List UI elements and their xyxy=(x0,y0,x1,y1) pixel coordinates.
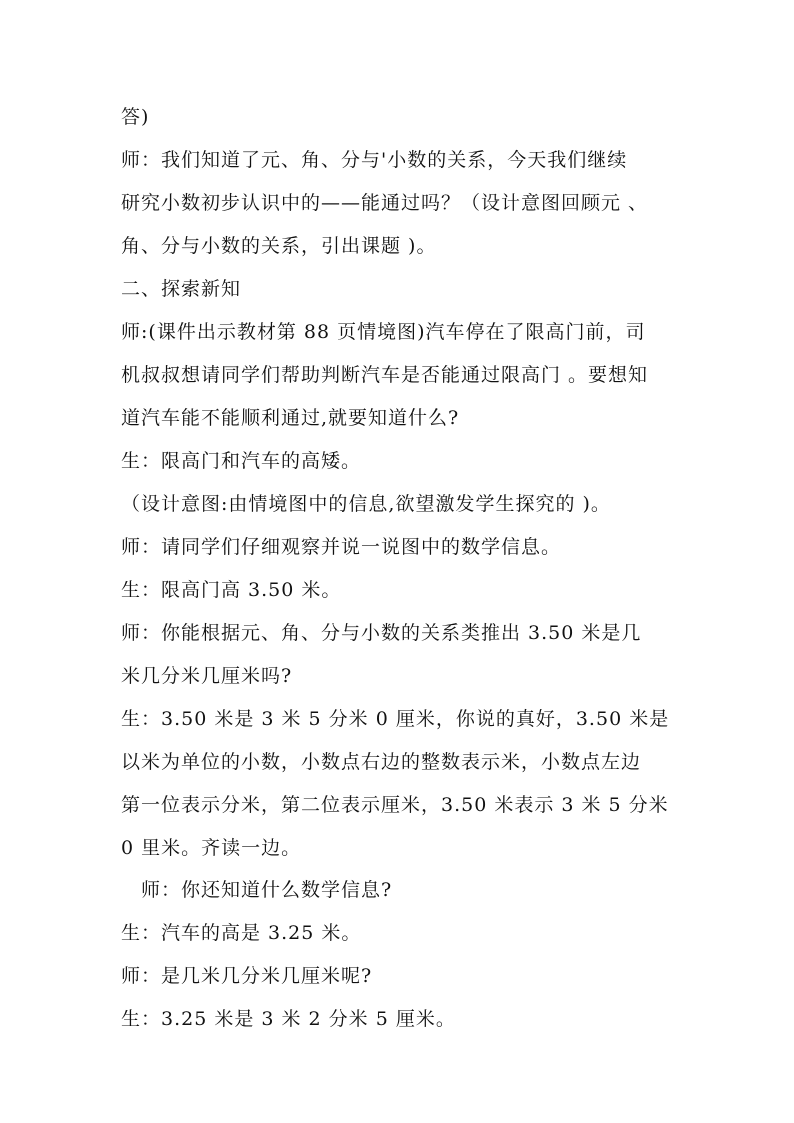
text-line-13: 师：你能根据元、角、分与小数的关系类推出 3.50 米是几 xyxy=(121,622,642,644)
text-line-9: 生：限高门和汽车的高矮。 xyxy=(121,450,362,472)
text-line-7: 机叔叔想请同学们帮助判断汽车是否能通过限高门 。要想知 xyxy=(121,364,649,386)
text-line-12: 生：限高门高 3.50 米。 xyxy=(121,579,342,601)
text-line-20: 生：汽车的高是 3.25 米。 xyxy=(121,922,362,944)
text-line-16: 以米为单位的小数，小数点右边的整数表示米，小数点左边 xyxy=(121,751,642,773)
text-line-10: （设计意图:由情境图中的信息,欲望激发学生探究的 )。 xyxy=(121,493,611,515)
text-line-3: 研究小数初步认识中的——能通过吗？（设计意图回顾元 、 xyxy=(121,192,649,214)
text-line-14: 米几分米几厘米吗? xyxy=(121,665,293,687)
text-line-18: 0 里米。齐读一边。 xyxy=(121,837,302,859)
text-line-1: 答) xyxy=(121,106,150,128)
section-heading: 二、探索新知 xyxy=(121,278,242,300)
text-line-22: 生：3.25 米是 3 米 2 分米 5 厘米。 xyxy=(121,1008,456,1030)
text-line-15: 生：3.50 米是 3 米 5 分米 0 厘米，你说的真好，3.50 米是 xyxy=(121,708,670,730)
text-line-21: 师：是几米几分米几厘米呢? xyxy=(121,965,373,987)
text-line-17: 第一位表示分米，第二位表示厘米，3.50 米表示 3 米 5 分米 xyxy=(121,794,669,816)
text-line-11: 师：请同学们仔细观察并说一说图中的数学信息。 xyxy=(121,536,562,558)
text-line-8: 道汽车能不能顺利通过,就要知道什么? xyxy=(121,407,460,429)
text-line-4: 角、分与小数的关系，引出课题 )。 xyxy=(121,235,437,257)
text-line-19: 师：你还知道什么数学信息? xyxy=(141,879,393,901)
text-line-6: 师:(课件出示教材第 88 页情境图)汽车停在了限高门前，司 xyxy=(121,321,646,343)
text-line-2: 师：我们知道了元、角、分与'小数的关系，今天我们继续 xyxy=(121,149,628,171)
